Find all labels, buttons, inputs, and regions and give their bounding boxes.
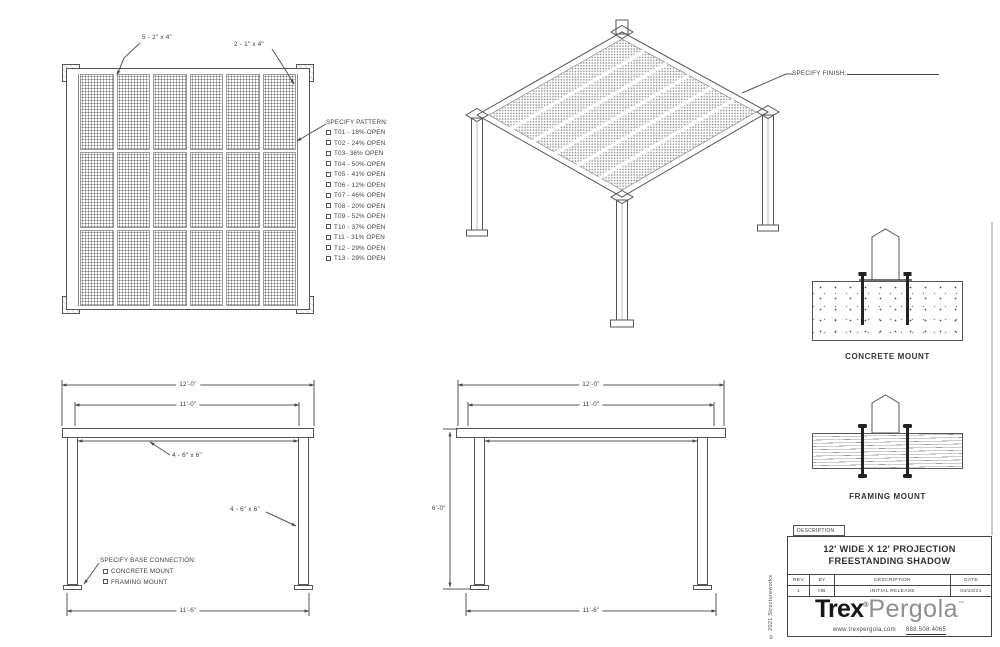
pattern-option-label: T10 - 37% OPEN [334,223,386,231]
dim-base-width: 11'-6" [176,607,199,614]
pattern-option [326,181,388,192]
iso-pergola [466,20,793,327]
front-elevation-post-left [67,437,78,585]
pattern-option [326,233,388,244]
front-elevation-baseplate-left [63,585,82,590]
pattern-option [326,244,388,255]
pattern-checkbox[interactable] [326,161,331,166]
drawing-title [788,544,991,567]
contact-row [788,627,991,633]
side-elevation-post-right [697,437,708,585]
base-option-checkbox[interactable] [103,579,108,584]
drawing-title-line2: FREESTANDING SHADOW [828,555,951,566]
wood-framing-member [812,433,963,469]
base-connection-option [103,567,196,578]
concrete-footing [812,281,963,341]
pattern-checkbox[interactable] [326,224,331,229]
base-option-label: FRAMING MOUNT [111,578,168,586]
finish-blank-line[interactable] [847,68,939,75]
pattern-checkbox[interactable] [326,172,331,177]
header-by: BY [810,575,835,585]
pattern-option-label: T08 - 20% OPEN [334,202,386,210]
pattern-checkbox[interactable] [326,256,331,261]
pattern-option-label: T01 - 18% OPEN [334,129,386,136]
finish-spec [792,68,939,77]
pattern-checkbox[interactable] [326,140,331,145]
front-elevation-post-right [298,437,309,585]
header-rev: REV [788,575,810,585]
finish-spec-label: SPECIFY FINISH: [792,70,847,77]
pattern-option-label: T05 - 41% OPEN [334,171,386,178]
pattern-option [326,254,388,265]
plan-frame-inner-line [78,74,79,306]
pattern-option-label: T06 - 12% OPEN [334,181,386,189]
drawing-title-line1: 12' WIDE X 12' PROJECTION [823,544,956,554]
base-option-label: CONCRETE MOUNT [111,568,174,575]
pattern-option [326,149,388,160]
pattern-option-label: T13 - 29% OPEN [334,255,386,262]
side-elevation-baseplate-left [470,585,489,590]
pattern-option-label: T09 - 52% OPEN [334,213,386,220]
cell-description: INITIAL RELEASE [835,586,951,596]
lattice-panel [226,74,260,306]
finish-leader-line [742,74,793,93]
pattern-spec-list [326,117,388,265]
side-elevation-dims [443,380,724,616]
trademark-mark: ™ [958,601,965,607]
pattern-option [326,139,388,150]
post-size-label: 4 - 6" x 6" [230,506,260,513]
brand-logo [788,595,991,624]
cell-by: HB [810,586,835,596]
base-connection-option [103,578,196,589]
pattern-option [326,223,388,234]
dim-base-depth: 11'-6" [579,607,602,614]
base-connection-spec [100,555,196,588]
lattice-panel [263,74,297,306]
pattern-checkbox[interactable] [326,214,331,219]
phone-number: 888.508.4065 [905,627,947,633]
pattern-checkbox[interactable] [326,193,331,198]
pattern-option-label: T12 - 29% OPEN [334,244,386,252]
revision-table [788,574,991,597]
pattern-checkbox[interactable] [326,182,331,187]
concrete-mount-label: CONCRETE MOUNT [845,352,930,361]
pattern-checkbox[interactable] [326,203,331,208]
cell-date: 03/23/21 [960,588,982,594]
front-elevation-baseplate-right [294,585,313,590]
header-date: DATE [964,577,978,583]
lattice-panel [117,74,151,306]
beam-size-label: 4 - 6" x 6" [172,452,202,459]
pattern-option [326,202,388,213]
header-description: DESCRIPTION [835,575,951,585]
pattern-option [326,128,388,139]
dim-post-height: 6'-0" [432,505,446,512]
copyright-text: © 2021 Structureworks [768,574,774,639]
pattern-checkbox[interactable] [326,245,331,250]
plan-frame-inner-line [297,74,298,306]
registered-mark: ® [863,602,869,609]
title-block [787,536,992,637]
plan-lattice-panels [80,74,296,306]
dim-inner-width: 11'-0" [176,401,199,408]
pattern-option [326,160,388,171]
dim-overall-depth: 12'-0" [579,381,603,388]
lattice-panel [190,74,224,306]
pattern-option [326,212,388,223]
brand-trex: Trex [814,595,864,623]
side-elevation-post-left [474,437,485,585]
pattern-option [326,191,388,202]
pattern-option [326,170,388,181]
pattern-option-label: T07 - 46% OPEN [334,192,386,199]
website-link[interactable]: www.trexpergola.com [832,627,896,633]
revision-table-header [788,575,991,585]
pattern-option-label: T04 - 50% OPEN [334,160,386,168]
pattern-option-label: T03- 36% OPEN [334,150,384,157]
lattice-panel [153,74,187,306]
side-elevation-baseplate-right [693,585,712,590]
pattern-checkbox[interactable] [326,151,331,156]
base-connection-title: SPECIFY BASE CONNECTION: [100,557,197,564]
dim-inner-depth: 11'-0" [579,401,602,408]
pattern-spec-title: SPECIFY PATTERN: [326,119,388,126]
base-option-checkbox[interactable] [103,569,108,574]
plan-frame-label: 2 - 1" x 4" [234,41,264,48]
framing-mount-label: FRAMING MOUNT [849,492,926,501]
dim-overall-width: 12'-0" [176,381,200,388]
brand-pergola: Pergola [868,595,959,623]
side-elevation-beam [456,428,726,438]
cell-rev: 1 [788,586,810,596]
pattern-checkbox[interactable] [326,130,331,135]
front-elevation-beam [62,428,314,438]
plan-rafter-label: 5 - 2" x 4" [142,34,172,41]
pattern-option-label: T02 - 24% OPEN [334,139,386,147]
pattern-option-label: T11 - 31% OPEN [334,234,385,241]
title-block-tab: DESCRIPTION [793,525,845,536]
lattice-panel [80,74,114,306]
pattern-checkbox[interactable] [326,235,331,240]
